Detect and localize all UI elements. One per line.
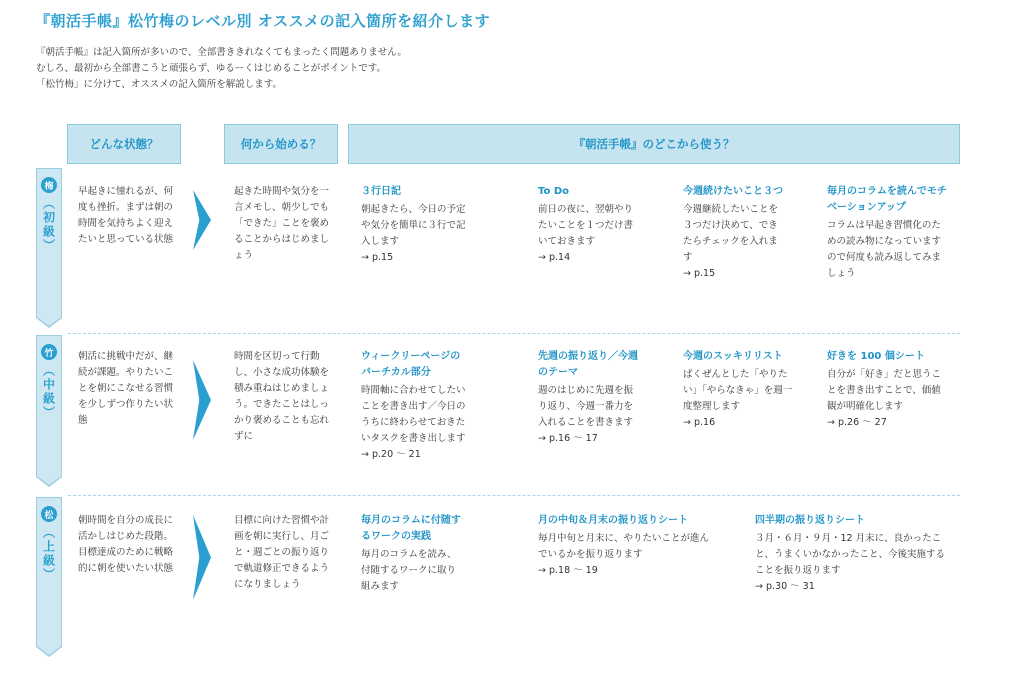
use-item-ref: → p.16 bbox=[683, 417, 716, 428]
level-label: （初級） bbox=[41, 197, 56, 253]
level-take-start: 時間を区切って行動し、小さな成功体験を積み重ねはじめましょう。できたことはしっかり褒めることも忘れずに bbox=[234, 351, 330, 442]
intro-line: むしろ、最初から全部書こうと頑張らず、ゆるーくはじめることがポイントです。 bbox=[36, 63, 386, 74]
use-item-body: 自分が「好き」だと思うことを書き出すことで、価値観が明確化します bbox=[827, 369, 942, 412]
intro-text bbox=[36, 45, 407, 93]
header-start: 何から始める？ bbox=[224, 124, 338, 164]
use-item-ref: → p.20 ～ 21 bbox=[361, 449, 421, 460]
use-item-heading: 月の中旬＆月末の振り返りシート bbox=[538, 515, 688, 526]
level-take-state: 朝活に挑戦中だが、継続が課題。やりたいことを朝にこなせる習慣を少しずつ作りたい状態 bbox=[78, 351, 174, 426]
row-divider bbox=[68, 495, 960, 496]
level-matsu-state: 朝時間を自分の成長に活かしはじめた段階。目標達成のために戦略的に朝を使いたい状態 bbox=[78, 515, 174, 574]
use-item-heading: ウィークリーページのバーチカル部分 bbox=[361, 351, 461, 378]
use-item bbox=[538, 513, 716, 579]
use-item-ref: → p.16 ～ 17 bbox=[538, 433, 598, 444]
use-item-body: 毎月中旬と月末に、やりたいことが進んでいるかを振り返ります bbox=[538, 533, 710, 560]
use-item bbox=[683, 184, 783, 282]
use-item-body: コラムは早起き習慣化のための読み物になっていますので何度も読み返してみましょう bbox=[827, 220, 942, 279]
row-divider bbox=[68, 333, 960, 334]
use-item bbox=[361, 513, 461, 595]
use-item-heading: 今週のスッキリリスト bbox=[683, 351, 783, 362]
use-item-ref: → p.30 ～ 31 bbox=[755, 581, 815, 592]
use-item-body: 前日の夜に、翌朝やりたいことを１つだけ書いておきます bbox=[538, 204, 634, 247]
level-badge: 松 bbox=[41, 506, 57, 522]
use-item-ref: → p.18 ～ 19 bbox=[538, 565, 598, 576]
use-item-heading: 今週続けたいこと３つ bbox=[683, 186, 783, 197]
level-label: （上級） bbox=[41, 526, 56, 582]
level-matsu-start: 目標に向けた習慣や計画を朝に実行し、月ごと・週ごとの振り返りで軌道修正できるようになりましょう bbox=[234, 515, 330, 590]
use-item-body: 毎月のコラムを読み、付随するワークに取り組みます bbox=[361, 549, 457, 592]
use-item-body: 時間軸に合わせてしたいことを書き出す／今日のうちに終わらせておきたいタスクを書き出します bbox=[361, 385, 466, 444]
intro-line: 『朝活手帳』は記入箇所が多いので、全部書ききれなくてもまったく問題ありません。 bbox=[36, 47, 407, 58]
use-item bbox=[755, 513, 950, 595]
header-use: 『朝活手帳』のどこから使う？ bbox=[348, 124, 960, 164]
use-item bbox=[361, 349, 469, 463]
use-item-ref: → p.26 ～ 27 bbox=[827, 417, 887, 428]
use-item-body: 週のはじめに先週を振り返り、今週一番力を入れることを書きます bbox=[538, 385, 634, 428]
use-item-heading: 先週の振り返り／今週のテーマ bbox=[538, 351, 638, 378]
level-ume-start: 起きた時間や気分を一言メモし、朝少しでも「できた」ことを褒めることからはじめましょう bbox=[234, 186, 330, 261]
use-item bbox=[538, 184, 636, 266]
use-item-ref: → p.15 bbox=[683, 268, 716, 279]
level-ume-state: 早起きに憧れるが、何度も挫折。まずは朝の時間を気持ちよく迎えたいと思っている状態 bbox=[78, 186, 174, 245]
use-item bbox=[827, 349, 949, 431]
use-item-body: 朝起きたら、今日の予定や気分を簡単に３行で記入します bbox=[361, 204, 466, 247]
use-item-body: ばくぜんとした「やりたい」「やらなきゃ」を週一度整理します bbox=[683, 369, 793, 412]
use-item bbox=[827, 184, 949, 282]
use-item-heading: To Do bbox=[538, 186, 570, 197]
use-item-ref: → p.14 bbox=[538, 252, 571, 263]
use-item-body: 今週継続したいことを３つだけ決めて、できたらチェックを入れます bbox=[683, 204, 779, 263]
intro-line: 「松竹梅」に分けて、オススメの記入箇所を解説します。 bbox=[36, 79, 282, 90]
level-badge: 梅 bbox=[41, 177, 57, 193]
use-item-body: ３月・６月・９月・12 月末に、良かったこと、うまくいかなかったこと、今後実施することを振り返ります bbox=[755, 533, 946, 576]
use-item bbox=[538, 349, 638, 447]
use-item-heading: ３行日記 bbox=[361, 186, 401, 197]
use-item bbox=[361, 184, 466, 266]
level-label: （中級） bbox=[41, 364, 56, 420]
use-item-heading: 毎月のコラムに付随するワークの実践 bbox=[361, 515, 461, 542]
use-item-heading: 四半期の振り返りシート bbox=[755, 515, 865, 526]
use-item-heading: 好きを 100 個シート bbox=[827, 351, 925, 362]
use-item-ref: → p.15 bbox=[361, 252, 394, 263]
level-badge: 竹 bbox=[41, 344, 57, 360]
use-item-heading: 毎月のコラムを読んでモチベーションアップ bbox=[827, 186, 947, 213]
header-state: どんな状態？ bbox=[67, 124, 181, 164]
use-item bbox=[683, 349, 801, 431]
page-title: 『朝活手帳』松竹梅のレベル別 オススメの記入箇所を紹介します bbox=[35, 12, 491, 30]
